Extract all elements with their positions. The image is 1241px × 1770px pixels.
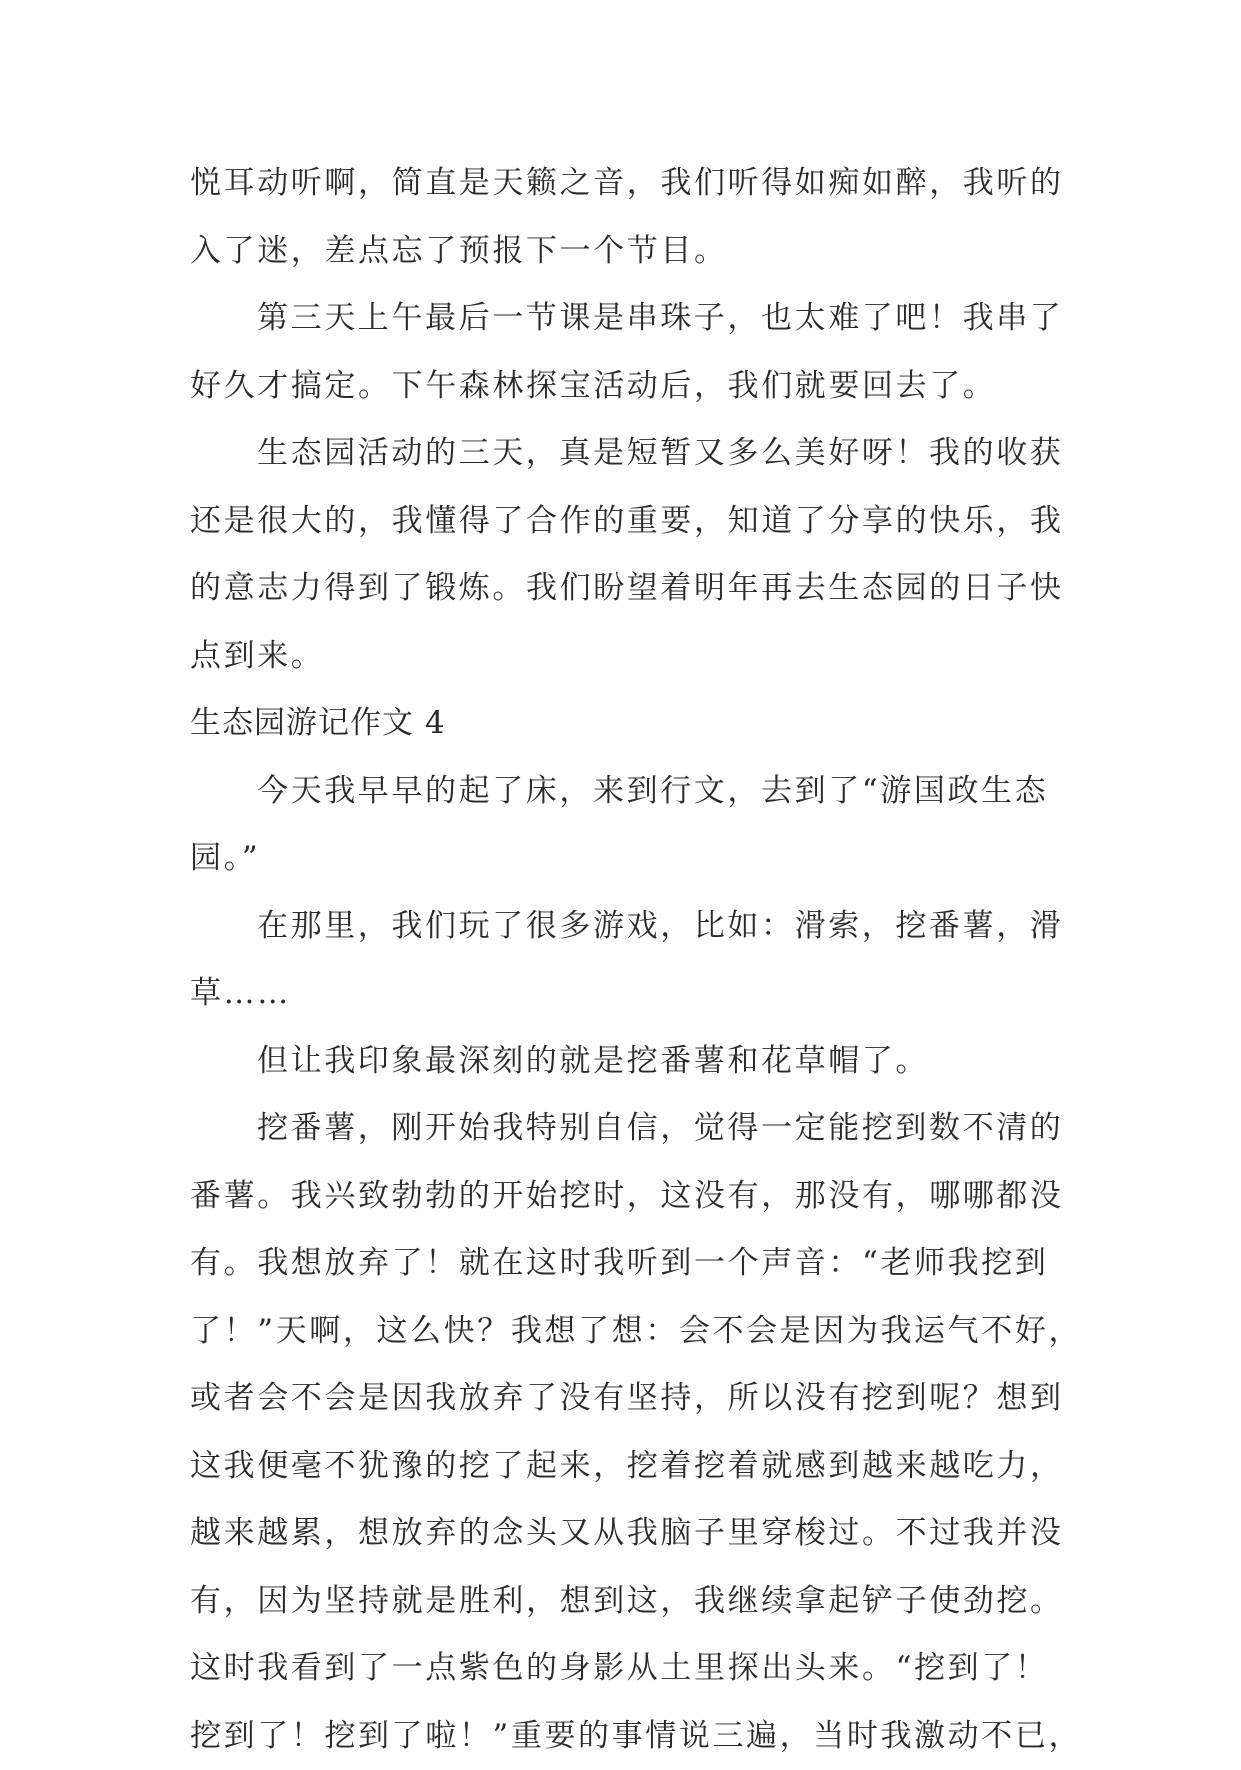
text-line: 有。我想放弃了！就在这时我听到一个声音：“老师我挖到 xyxy=(190,1230,1070,1298)
text-line: 番薯。我兴致勃勃的开始挖时，这没有，那没有，哪哪都没 xyxy=(190,1163,1070,1231)
paragraph-start-line: 在那里，我们玩了很多游戏，比如：滑索，挖番薯，滑 xyxy=(190,893,1070,961)
text-line: 入了迷，差点忘了预报下一个节目。 xyxy=(190,218,1070,286)
text-line: 这我便毫不犹豫的挖了起来，挖着挖着就感到越来越吃力， xyxy=(190,1433,1070,1501)
section-heading: 生态园游记作文 4 xyxy=(190,690,1070,758)
text-line: 有，因为坚持就是胜利，想到这，我继续拿起铲子使劲挖。 xyxy=(190,1568,1070,1636)
text-line: 园。” xyxy=(190,825,1070,893)
text-line: 这时我看到了一点紫色的身影从土里探出头来。“挖到了！ xyxy=(190,1635,1070,1703)
text-line: 还是很大的，我懂得了合作的重要，知道了分享的快乐，我 xyxy=(190,488,1070,556)
paragraph-start-line: 第三天上午最后一节课是串珠子，也太难了吧！我串了 xyxy=(190,285,1070,353)
text-line: 悦耳动听啊，简直是天籁之音，我们听得如痴如醉，我听的 xyxy=(190,150,1070,218)
text-line: 挖到了！挖到了啦！”重要的事情说三遍，当时我激动不已， xyxy=(190,1703,1070,1770)
text-line: 点到来。 xyxy=(190,623,1070,691)
text-line: 或者会不会是因我放弃了没有坚持，所以没有挖到呢？想到 xyxy=(190,1365,1070,1433)
text-line: 的意志力得到了锻炼。我们盼望着明年再去生态园的日子快 xyxy=(190,555,1070,623)
text-line: 好久才搞定。下午森林探宝活动后，我们就要回去了。 xyxy=(190,353,1070,421)
paragraph-start-line: 但让我印象最深刻的就是挖番薯和花草帽了。 xyxy=(190,1028,1070,1096)
document-page xyxy=(190,150,1070,1770)
text-line: 了！”天啊，这么快？我想了想：会不会是因为我运气不好， xyxy=(190,1298,1070,1366)
text-line: 草…… xyxy=(190,960,1070,1028)
paragraph-start-line: 今天我早早的起了床，来到行文，去到了“游国政生态 xyxy=(190,758,1070,826)
text-line: 越来越累，想放弃的念头又从我脑子里穿梭过。不过我并没 xyxy=(190,1500,1070,1568)
paragraph-start-line: 挖番薯，刚开始我特别自信，觉得一定能挖到数不清的 xyxy=(190,1095,1070,1163)
paragraph-start-line: 生态园活动的三天，真是短暂又多么美好呀！我的收获 xyxy=(190,420,1070,488)
